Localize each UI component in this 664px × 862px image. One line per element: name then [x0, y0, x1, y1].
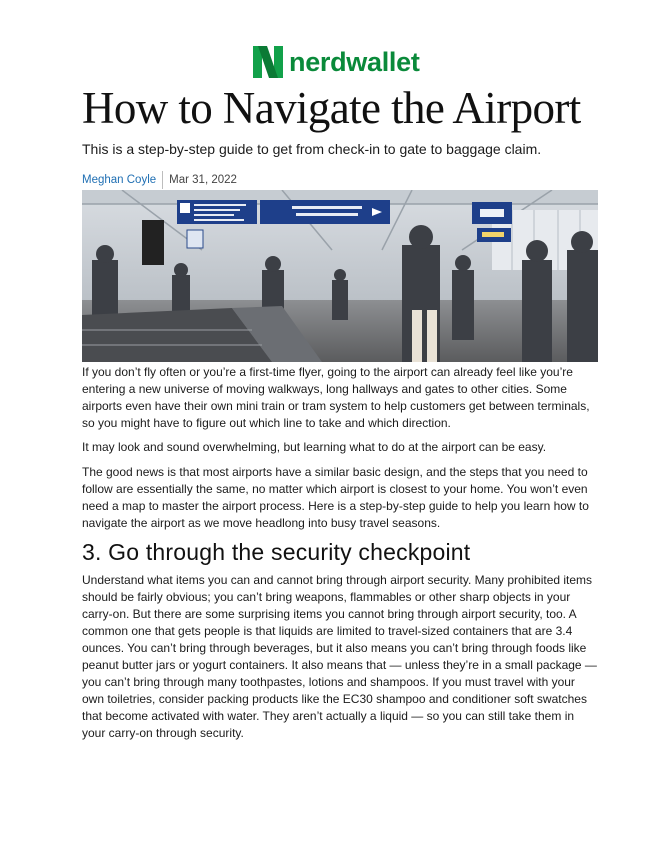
- nerdwallet-logo[interactable]: [253, 45, 420, 79]
- byline: [82, 171, 237, 189]
- article-subtitle: This is a step-by-step guide to get from check-in to gate to baggage claim.: [82, 141, 542, 157]
- author-link[interactable]: Meghan Coyle: [82, 174, 157, 186]
- brand-name: nerdwallet: [289, 47, 420, 77]
- intro-paragraph-1: If you don’t fly often or you’re a first-time flyer, going to the airport can already feel like you’re entering a new universe of moving walkways, long hallways and gates to other cities. Some airports even have their own mini train or tram system to help customers get between terminals, so you might have to figure out which line to take and which direction.: [82, 365, 590, 430]
- section-body-paragraph: Understand what items you can and cannot bring through airport security. Many prohibited items should be fairly obvious; you can’t bring weapons, flammables or other sharp objects in your carry-on. But there are some surprising items you cannot bring through airport security, too. A common one that gets people is that liquids are limited to travel-sized containers that are 3.4 ounces. You can’t bring through beverages, but it also means you can’t bring through foods like peanut butter jars or yogurt containers. It also means that — unless they’re in a small package — you can’t bring through many toothpastes, lotions and shampoos. If you must travel with your own toiletries, consider packing products like the EC30 shampoo and conditioner soft swatches that become activated with water. They aren’t actually a liquid — so you can still take them in your carry-on through security.: [82, 573, 597, 740]
- hero-image-airport-terminal: [82, 190, 598, 362]
- byline-divider: [162, 171, 163, 189]
- publish-date: Mar 31, 2022: [169, 174, 237, 186]
- intro-paragraph-3: The good news is that most airports have a similar basic design, and the steps that you need to follow are essentially the same, no matter which airport is closest to your home. You won’t even need a map to master the airport process. Here is a step-by-step guide to help you learn how to navigate the airport as we move headlong into busy travel seasons.: [82, 465, 589, 530]
- article-title: How to Navigate the Airport: [82, 83, 581, 133]
- section-heading: 3. Go through the security checkpoint: [82, 539, 471, 565]
- intro-paragraph-2: It may look and sound overwhelming, but learning what to do at the airport can be easy.: [82, 440, 547, 454]
- nerdwallet-n-logo-icon: [253, 46, 283, 78]
